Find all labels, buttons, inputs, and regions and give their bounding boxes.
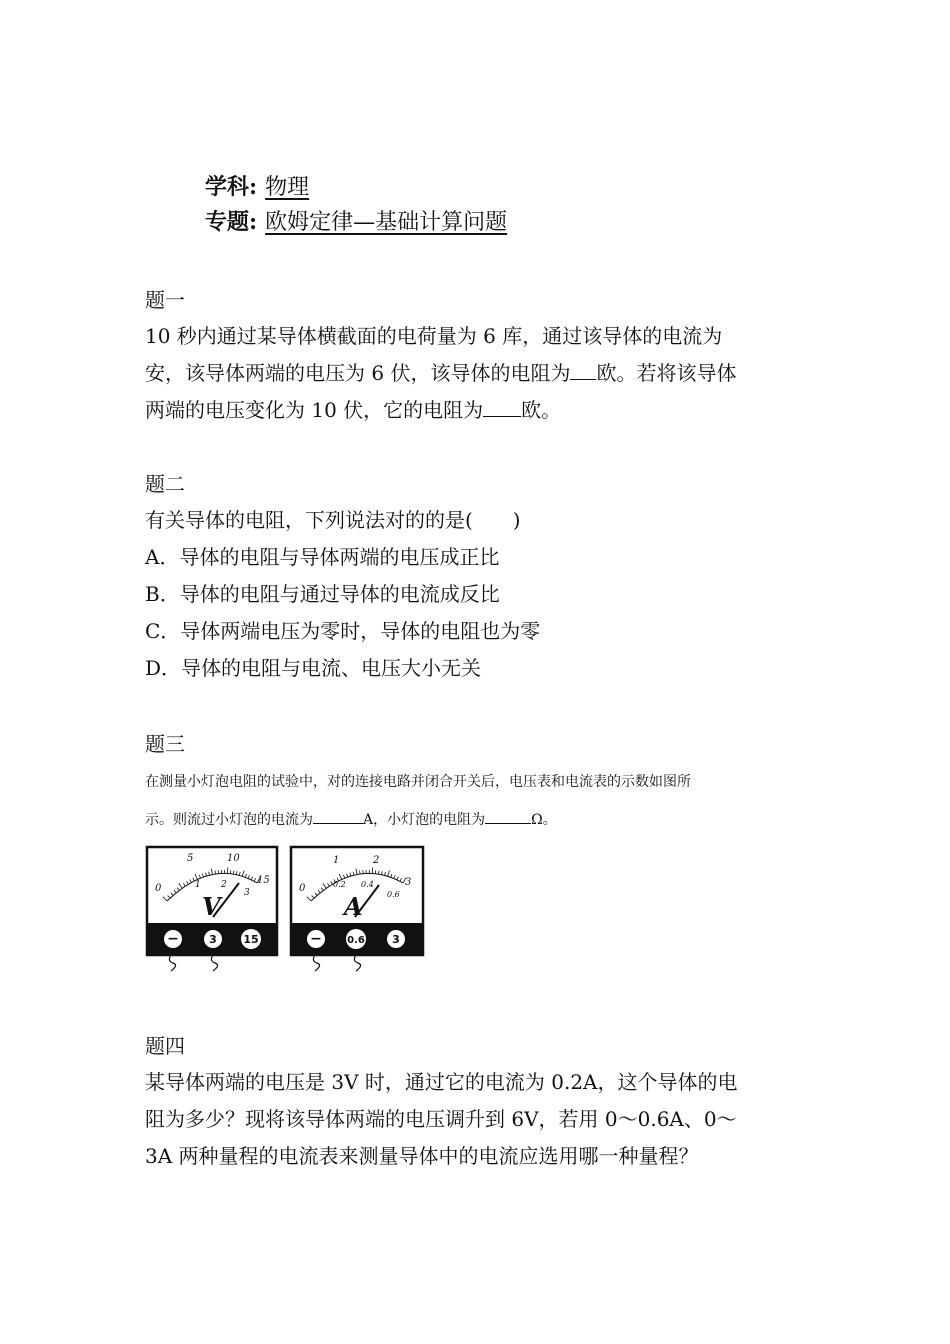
ammeter-top-label-0: 0 [299, 883, 306, 894]
question-1-line-3-b: 欧。 [521, 398, 562, 422]
voltmeter [147, 847, 277, 971]
answer-blank [483, 394, 521, 417]
ammeter-wire-left [313, 955, 319, 971]
question-4 [145, 1028, 815, 1175]
question-1-line-2-b: 欧。若将该导体 [596, 361, 737, 385]
voltmeter-tick [215, 871, 216, 874]
ammeter-bottom-label-06: 0.6 [387, 890, 400, 899]
subject-row [205, 170, 507, 205]
question-2-title: 题二 [145, 472, 185, 496]
option-a: A．导体的电阻与导体两端的电压成正比 [145, 545, 500, 569]
answer-blank [485, 809, 531, 824]
voltmeter-terminal-negative-label: − [167, 931, 179, 947]
voltmeter-bottom-label-1: 1 [195, 880, 201, 890]
meters-figure [143, 843, 433, 973]
question-3 [145, 726, 815, 838]
question-1-line-3 [145, 392, 815, 429]
ammeter-wire-right [354, 955, 360, 971]
subject-label: 学科: [205, 174, 258, 200]
voltmeter-top-label-5: 5 [187, 853, 194, 864]
ammeter-terminal-3-label: 3 [392, 933, 400, 946]
voltmeter-bottom-label-2: 2 [221, 880, 227, 890]
ammeter-terminal-06-label: 0.6 [347, 935, 365, 946]
voltmeter-wire-left [169, 955, 175, 971]
question-3-title: 题三 [145, 732, 185, 756]
ammeter-tick [378, 871, 379, 874]
topic-label: 专题: [205, 209, 258, 235]
voltmeter-top-label-15: 15 [257, 875, 270, 886]
ammeter-tick [360, 871, 361, 874]
question-1-line-1: 10 秒内通过某导体横截面的电荷量为 6 库，通过该导体的电流为 [145, 324, 723, 348]
ammeter-top-label-2: 2 [373, 855, 380, 866]
voltmeter-terminal-15-label: 15 [243, 933, 259, 946]
voltmeter-top-label-0: 0 [155, 883, 162, 894]
question-1-line-2 [145, 355, 815, 392]
question-3-line-2-b: A，小灯泡的电阻为 [363, 812, 486, 828]
voltmeter-bottom-label-3: 3 [244, 888, 250, 898]
question-3-line-2-a: 示。则流过小灯泡的电流为 [145, 812, 313, 828]
voltmeter-wire-right [211, 955, 217, 971]
question-1-line-2-a: 安，该导体两端的电压为 6 伏，该导体的电阻为 [145, 361, 571, 385]
ammeter-top-label-3: 3 [405, 877, 412, 888]
ammeter-bottom-label-04: 0.4 [361, 880, 374, 889]
ammeter [291, 847, 423, 971]
voltmeter-top-label-10: 10 [227, 853, 240, 864]
question-3-line-2-c: Ω。 [531, 812, 557, 828]
topic-row [205, 205, 507, 240]
option-b: B．导体的电阻与通过导体的电流成反比 [145, 582, 500, 606]
ammeter-symbol: A [344, 892, 363, 921]
question-1-title: 题一 [145, 288, 185, 312]
question-4-line-1: 某导体两端的电压是 3V 时，通过它的电流为 0.2A，这个导体的电 [145, 1070, 738, 1094]
question-1-line-3-a: 两端的电压变化为 10 伏，它的电阻为 [145, 398, 484, 422]
question-4-line-2: 阻为多少？现将该导体两端的电压调升到 6V，若用 0～0.6A、0～ [145, 1107, 737, 1131]
ammeter-bottom-label-02: 0.2 [333, 880, 346, 889]
question-4-line-3: 3A 两种量程的电流表来测量导体中的电流应选用哪一种量程？ [145, 1144, 699, 1168]
ammeter-terminal-negative-label: − [310, 931, 322, 947]
question-4-title: 题四 [145, 1034, 185, 1058]
question-2-stem: 有关导体的电阻，下列说法对的的是( ) [145, 508, 521, 532]
voltmeter-symbol: V [202, 892, 221, 921]
option-d: D．导体的电阻与电流、电压大小无关 [145, 656, 482, 680]
ammeter-top-label-1: 1 [333, 855, 340, 866]
question-3-line-2 [145, 802, 815, 838]
answer-blank [313, 809, 363, 824]
question-3-line-1: 在测量小灯泡电阻的试验中，对的连接电路并闭合开关后，电压表和电流表的示数如图所 [145, 774, 691, 790]
option-c: C．导体两端电压为零时，导体的电阻也为零 [145, 619, 541, 643]
subject-value: 物理 [265, 175, 310, 200]
question-2 [145, 466, 815, 687]
document-header [205, 170, 507, 240]
question-1 [145, 282, 815, 429]
voltmeter-terminal-3-label: 3 [209, 933, 217, 946]
topic-value: 欧姆定律—基础计算问题 [265, 210, 508, 235]
answer-blank [570, 357, 596, 380]
voltmeter-tick [233, 871, 234, 874]
